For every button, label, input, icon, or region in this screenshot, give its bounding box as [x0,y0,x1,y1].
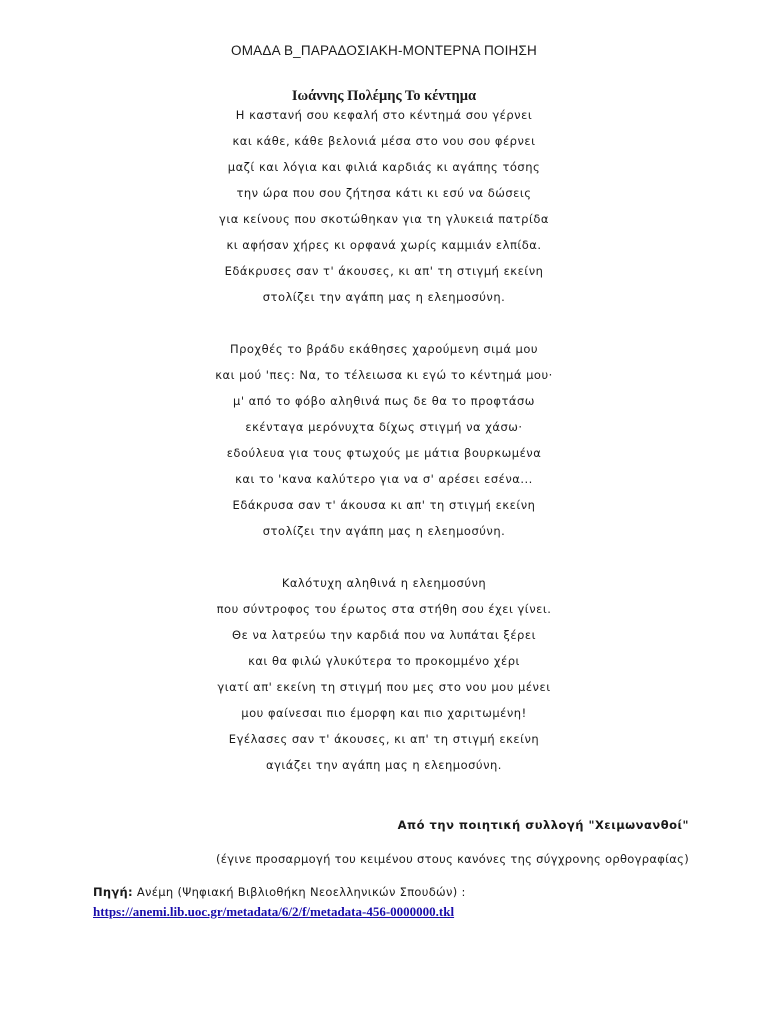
poem-line: και κάθε, κάθε βελονιά μέσα στο νου σου φέρνει [232,134,536,148]
poem-line: μαζί και λόγια και φιλιά καρδιάς κι αγάπης τόσης [227,160,541,174]
poem-line: κι αφήσαν χήρες κι ορφανά χωρίς καμμιάν ελπίδα. [226,238,542,252]
stanza-2 [0,336,768,544]
poem-line: στολίζει την αγάπη μας η ελεημοσύνη. [262,524,506,538]
source-url-link[interactable]: https://anemi.lib.uoc.gr/metadata/6/2/f/metadata-456-0000000.tkl [93,904,455,919]
poem-line: Θε να λατρεύω την καρδιά που να λυπάται ξέρει [232,628,536,642]
source-text: Ανέμη (Ψηφιακή Βιβλιοθήκη Νεοελληνικών Σπουδών) : [132,885,466,899]
poem-line: γιατί απ' εκείνη τη στιγμή που μες στο νου μου μένει [217,680,551,694]
poem-line: Προχθές το βράδυ εκάθησες χαρούμενη σιμά μου [229,342,539,356]
poem-line: μου φαίνεσαι πιο έμορφη και πιο χαριτωμένη! [241,706,527,720]
poem-line: και μού 'πες: Να, το τέλειωσα κι εγώ το κέντημά μου· [215,368,553,382]
poem-line: για κείνους που σκοτώθηκαν για τη γλυκειά πατρίδα [219,212,549,226]
poem-line: που σύντροφος του έρωτος στα στήθη σου έχει γίνει. [216,602,552,616]
stanza-1 [0,102,768,310]
poem-line: Εγέλασες σαν τ' άκουσες, κι απ' τη στιγμή εκείνη [228,732,540,746]
poem-line: Εδάκρυσα σαν τ' άκουσα κι απ' τη στιγμή εκείνη [232,498,536,512]
source-label: Πηγή: [93,885,133,899]
poem-line: στολίζει την αγάπη μας η ελεημοσύνη. [262,290,506,304]
poem-title: Ιωάννης Πολέμης Το κέντημα [291,88,477,104]
poem-line: Εδάκρυσες σαν τ' άκουσες, κι απ' τη στιγμή εκείνη [224,264,544,278]
poem-line: Η καστανή σου κεφαλή στο κέντημά σου γέρνει [235,108,533,122]
poem-line: εδούλευα για τους φτωχούς με μάτια βουρκωμένα [226,446,542,460]
poem-line: αγιάζει την αγάπη μας η ελεημοσύνη. [266,758,502,772]
poem-line: την ώρα που σου ζήτησα κάτι κι εσύ να δώσεις [236,186,532,200]
poem-body [0,102,768,804]
poem-line: μ' από το φόβο αληθινά πως δε θα το προφτάσω [233,394,535,408]
collection-attribution: Από την ποιητική συλλογή "Χειμωνανθοί" [397,818,689,832]
orthography-note: (έγινε προσαρμογή του κειμένου στους κανόνες της σύγχρονης ορθογραφίας) [216,852,689,866]
poem-line: Καλότυχη αληθινά η ελεημοσύνη [281,576,487,590]
source-line [93,885,466,899]
group-header: ΟΜΑΔΑ Β_ΠΑΡΑΔΟΣΙΑΚΗ-ΜΟΝΤΕΡΝΑ ΠΟΙΗΣΗ [231,43,537,58]
poem-line: και θα φιλώ γλυκύτερα το προκομμένο χέρι [248,654,520,668]
poem-line: και το 'κανα καλύτερο για να σ' αρέσει εσένα... [235,472,533,486]
stanza-3 [0,570,768,778]
poem-line: εκένταγα μερόνυχτα δίχως στιγμή να χάσω· [245,420,523,434]
